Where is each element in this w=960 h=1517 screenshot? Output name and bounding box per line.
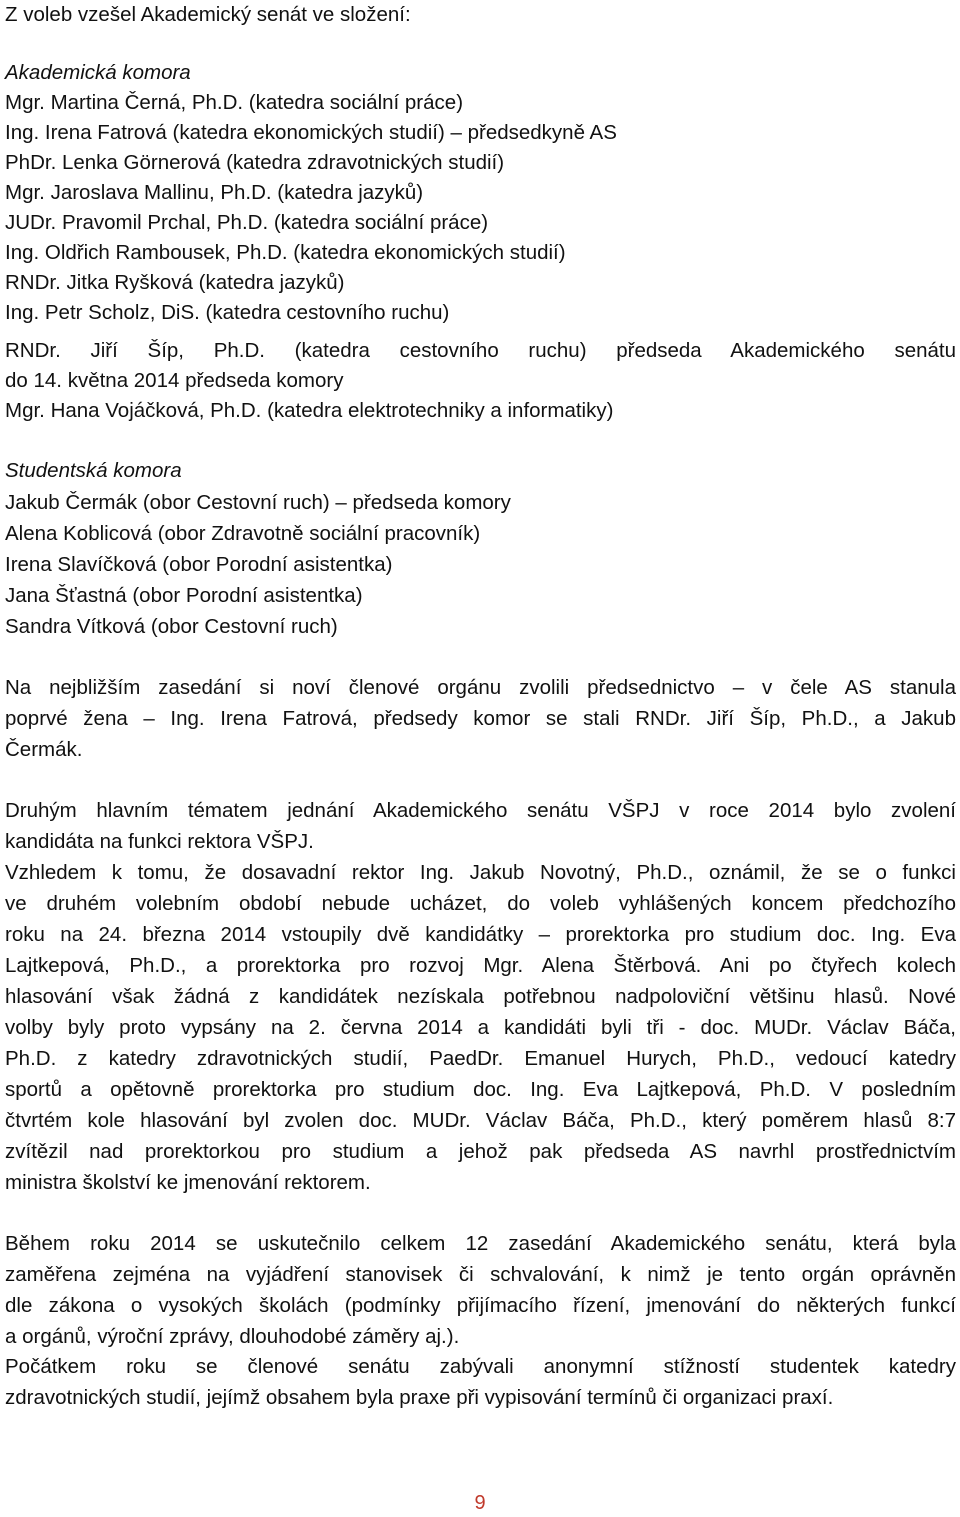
student-chamber-heading: Studentská komora <box>5 459 182 482</box>
paragraph-line: roku na 24. března 2014 vstoupily dvě kandidátky – prorektorka pro studium doc. Ing. Eva <box>5 923 956 946</box>
student-member: Irena Slavíčková (obor Porodní asistentka) <box>5 553 393 576</box>
paragraph-line: Čermák. <box>5 738 83 761</box>
paragraph-line: Ph.D. z katedry zdravotnických studií, PaedDr. Emanuel Hurych, Ph.D., vedoucí katedry <box>5 1047 956 1070</box>
student-member: Jakub Čermák (obor Cestovní ruch) – předseda komory <box>5 491 511 514</box>
paragraph-line: volby byly proto vypsány na 2. června 2014 a kandidáti byli tři - doc. MUDr. Václav Báča, <box>5 1016 956 1039</box>
academic-member: JUDr. Pravomil Prchal, Ph.D. (katedra sociální práce) <box>5 211 489 234</box>
academic-member: Ing. Irena Fatrová (katedra ekonomických studií) – předsedkyně AS <box>5 121 617 144</box>
academic-member: Ing. Petr Scholz, DiS. (katedra cestovního ruchu) <box>5 301 450 324</box>
paragraph-line: zaměřena zejména na vyjádření stanovisek či schvalování, k nimž je tento orgán oprávněn <box>5 1263 956 1286</box>
paragraph-line: Počátkem roku se členové senátu zabývali anonymní stížností studentek katedry <box>5 1355 956 1378</box>
paragraph-line: čtvrtém kole hlasování byl zvolen doc. MUDr. Václav Báča, Ph.D., který poměrem hlasů 8:7 <box>5 1109 956 1132</box>
paragraph-line: Během roku 2014 se uskutečnilo celkem 12 zasedání Akademického senátu, která byla <box>5 1232 956 1255</box>
paragraph-line: Na nejbližším zasedání si noví členové orgánu zvolili předsednictvo – v čele AS stanula <box>5 676 956 699</box>
academic-member: Mgr. Jaroslava Mallinu, Ph.D. (katedra jazyků) <box>5 181 424 204</box>
academic-member-continuation: do 14. května 2014 předseda komory <box>5 369 344 392</box>
student-member: Jana Šťastná (obor Porodní asistentka) <box>5 584 363 607</box>
paragraph-line: poprvé žena – Ing. Irena Fatrová, předsedy komor se stali RNDr. Jiří Šíp, Ph.D., a Jakub <box>5 707 956 730</box>
paragraph-line: zdravotnických studií, jejímž obsahem byla praxe při vypisování termínů či organizaci praxí. <box>5 1386 834 1409</box>
paragraph-line: Lajtkepová, Ph.D., a prorektorka pro rozvoj Mgr. Alena Štěrbová. Ani po čtyřech kolech <box>5 954 956 977</box>
academic-member: Mgr. Hana Vojáčková, Ph.D. (katedra elektrotechniky a informatiky) <box>5 399 614 422</box>
academic-member: Mgr. Martina Černá, Ph.D. (katedra sociální práce) <box>5 91 464 114</box>
paragraph-line: a orgánů, výroční zprávy, dlouhodobé záměry aj.). <box>5 1325 460 1348</box>
academic-chamber-heading: Akademická komora <box>5 61 191 84</box>
paragraph-line: ministra školství ke jmenování rektorem. <box>5 1171 371 1194</box>
academic-member: PhDr. Lenka Görnerová (katedra zdravotnických studií) <box>5 151 505 174</box>
paragraph-line: dle zákona o vysokých školách (podmínky přijímacího řízení, jmenování do některých funkcí <box>5 1294 956 1317</box>
paragraph-line: kandidáta na funkci rektora VŠPJ. <box>5 830 314 853</box>
student-member: Sandra Vítková (obor Cestovní ruch) <box>5 615 338 638</box>
academic-member: RNDr. Jiří Šíp, Ph.D. (katedra cestovního ruchu) předseda Akademického senátu <box>5 339 956 362</box>
intro-text: Z voleb vzešel Akademický senát ve složení: <box>5 3 411 26</box>
paragraph-line: ve druhém volebním období nebude ucházet, do voleb vyhlášených koncem předchozího <box>5 892 956 915</box>
paragraph-line: sportů a opětovně prorektorka pro studium doc. Ing. Eva Lajtkepová, Ph.D. V posledním <box>5 1078 956 1101</box>
academic-member: RNDr. Jitka Ryšková (katedra jazyků) <box>5 271 345 294</box>
paragraph-line: hlasování však žádná z kandidátek nezískala potřebnou nadpoloviční většinu hlasů. Nové <box>5 985 956 1008</box>
paragraph-line: zvítězil nad prorektorkou pro studium a jehož pak předseda AS navrhl prostřednictvím <box>5 1140 956 1163</box>
paragraph-line: Vzhledem k tomu, že dosavadní rektor Ing. Jakub Novotný, Ph.D., oznámil, že se o funkci <box>5 861 956 884</box>
paragraph-line: Druhým hlavním tématem jednání Akademického senátu VŠPJ v roce 2014 bylo zvolení <box>5 799 956 822</box>
academic-member: Ing. Oldřich Rambousek, Ph.D. (katedra ekonomických studií) <box>5 241 566 264</box>
page-number: 9 <box>474 1492 486 1514</box>
student-member: Alena Koblicová (obor Zdravotně sociální pracovník) <box>5 522 481 545</box>
